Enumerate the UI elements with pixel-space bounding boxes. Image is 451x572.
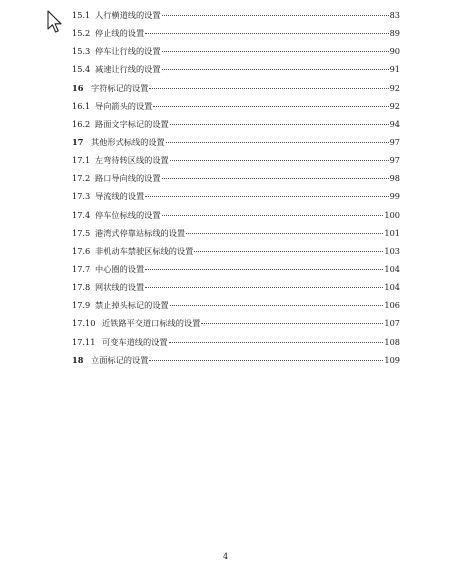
dot-leader bbox=[186, 232, 383, 234]
toc-entry[interactable] bbox=[72, 351, 400, 369]
toc-entry-number: 17.4 bbox=[72, 209, 91, 220]
toc-entry-number: 17.2 bbox=[72, 173, 91, 184]
dot-leader bbox=[194, 250, 383, 252]
toc-entry[interactable] bbox=[72, 206, 400, 224]
toc-entry-title: 导向箭头的设置 bbox=[95, 100, 153, 111]
dot-leader bbox=[170, 304, 384, 306]
toc-entry[interactable] bbox=[72, 242, 400, 260]
toc-entry[interactable] bbox=[72, 115, 400, 133]
toc-entry-page: 108 bbox=[384, 336, 400, 347]
toc-entry-page: 89 bbox=[389, 28, 400, 39]
toc-entry-number: 17.8 bbox=[72, 282, 91, 293]
toc-entry-title: 可变车道线的设置 bbox=[102, 336, 168, 347]
toc-entry-title: 路口导向线的设置 bbox=[95, 173, 161, 184]
toc-entry[interactable] bbox=[72, 296, 400, 314]
toc-entry[interactable] bbox=[72, 79, 400, 97]
toc-entry-page: 104 bbox=[384, 263, 400, 274]
toc-entry-title: 人行横道线的设置 bbox=[95, 10, 161, 20]
toc-entry-title: 减速让行线的设置 bbox=[95, 64, 161, 75]
toc-entry[interactable] bbox=[72, 97, 400, 115]
dot-leader bbox=[145, 268, 383, 270]
toc-entry-title: 停止线的设置 bbox=[95, 28, 145, 39]
toc-entry-number: 17.6 bbox=[72, 245, 91, 256]
toc-entry-title: 停车让行线的设置 bbox=[95, 46, 161, 57]
toc-entry-number: 17.10 bbox=[72, 318, 96, 329]
dot-leader bbox=[162, 14, 389, 16]
toc-entry-title: 导流线的设置 bbox=[95, 191, 145, 202]
toc-entry[interactable] bbox=[72, 42, 400, 60]
toc-entry[interactable] bbox=[72, 224, 400, 242]
toc-entry[interactable] bbox=[72, 6, 400, 24]
toc-entry[interactable] bbox=[72, 24, 400, 42]
toc-entry[interactable] bbox=[72, 260, 400, 278]
page-number: 4 bbox=[222, 552, 229, 561]
toc-entry-page: 109 bbox=[384, 354, 400, 365]
toc-entry-page: 97 bbox=[389, 136, 400, 147]
toc-entry-page: 101 bbox=[384, 227, 400, 238]
dot-leader bbox=[166, 141, 389, 143]
dot-leader bbox=[145, 32, 388, 34]
dot-leader bbox=[162, 50, 389, 52]
toc-entry-number: 17.3 bbox=[72, 191, 91, 202]
toc-entry-page: 104 bbox=[384, 282, 400, 293]
dot-leader bbox=[149, 87, 388, 89]
toc-entry-page: 106 bbox=[384, 300, 400, 311]
toc-entry-number: 16.1 bbox=[72, 100, 91, 111]
toc-entry[interactable] bbox=[72, 151, 400, 169]
toc-entry[interactable] bbox=[72, 314, 400, 332]
toc-entry-page: 103 bbox=[384, 245, 400, 256]
toc-entry-number: 17.1 bbox=[72, 155, 91, 166]
toc-entry-title: 网状线的设置 bbox=[95, 282, 145, 293]
toc-entry-page: 94 bbox=[389, 118, 400, 129]
dot-leader bbox=[169, 341, 384, 343]
toc-entry-number: 17 bbox=[72, 136, 84, 147]
toc-entry-title: 字符标记的设置 bbox=[91, 82, 149, 93]
toc-entry-page: 92 bbox=[389, 82, 400, 93]
toc-entry-title: 非机动车禁驶区标线的设置 bbox=[95, 245, 194, 256]
toc-entry[interactable] bbox=[72, 333, 400, 351]
toc-entry-page: 107 bbox=[384, 318, 400, 329]
dot-leader bbox=[145, 195, 388, 197]
toc-entry-number: 18 bbox=[72, 354, 84, 365]
toc-entry-number: 17.5 bbox=[72, 227, 91, 238]
dot-leader bbox=[170, 159, 389, 161]
toc-entry-number: 15.1 bbox=[72, 10, 91, 20]
toc-entry-title: 其他形式标线的设置 bbox=[91, 136, 165, 147]
dot-leader bbox=[162, 177, 389, 179]
toc-entry-title: 港湾式停靠站标线的设置 bbox=[95, 227, 186, 238]
mouse-pointer-icon bbox=[47, 10, 63, 34]
dot-leader bbox=[170, 123, 389, 125]
dot-leader bbox=[145, 286, 383, 288]
toc-entry-title: 左弯待转区线的设置 bbox=[95, 155, 169, 166]
toc-entry-number: 17.9 bbox=[72, 300, 91, 311]
dot-leader bbox=[153, 105, 388, 107]
toc-entry-number: 15.2 bbox=[72, 28, 91, 39]
toc-entry-number: 15.4 bbox=[72, 64, 91, 75]
toc-entry[interactable] bbox=[72, 60, 400, 78]
toc-entry-page: 97 bbox=[389, 155, 400, 166]
toc-entry-title: 中心圈的设置 bbox=[95, 263, 145, 274]
toc-entry-number: 16 bbox=[72, 82, 84, 93]
toc-entry[interactable] bbox=[72, 187, 400, 205]
dot-leader bbox=[201, 322, 383, 324]
toc-entry-page: 90 bbox=[389, 46, 400, 57]
toc-entry[interactable] bbox=[72, 278, 400, 296]
dot-leader bbox=[162, 214, 384, 216]
toc-entry-title: 路面文字标记的设置 bbox=[95, 118, 169, 129]
toc-entry-title: 近铁路平交道口标线的设置 bbox=[102, 318, 201, 329]
toc-entry[interactable] bbox=[72, 169, 400, 187]
dot-leader bbox=[162, 68, 389, 70]
toc-entry-page: 92 bbox=[389, 100, 400, 111]
toc-entry-title: 立面标记的设置 bbox=[91, 354, 149, 365]
toc-entry[interactable] bbox=[72, 133, 400, 151]
toc-entry-title: 停车位标线的设置 bbox=[95, 209, 161, 220]
toc-entry-number: 17.11 bbox=[72, 336, 96, 347]
toc-entry-page: 100 bbox=[384, 209, 400, 220]
toc-entry-page: 98 bbox=[389, 173, 400, 184]
table-of-contents bbox=[72, 6, 400, 369]
toc-entry-title: 禁止掉头标记的设置 bbox=[95, 300, 169, 311]
toc-entry-page: 83 bbox=[389, 10, 400, 20]
toc-entry-number: 15.3 bbox=[72, 46, 91, 57]
toc-entry-page: 99 bbox=[389, 191, 400, 202]
dot-leader bbox=[149, 359, 383, 361]
toc-entry-number: 16.2 bbox=[72, 118, 91, 129]
toc-entry-number: 17.7 bbox=[72, 263, 91, 274]
toc-entry-page: 91 bbox=[389, 64, 400, 75]
